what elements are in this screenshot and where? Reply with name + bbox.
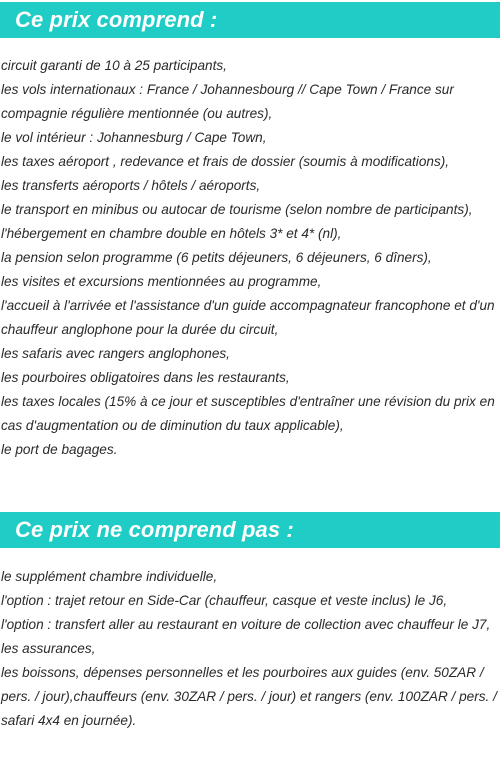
includes-section-title: Ce prix comprend : <box>0 2 500 38</box>
excludes-section-title: Ce prix ne comprend pas : <box>0 512 500 548</box>
list-item: le transport en minibus ou autocar de tourisme (selon nombre de participants), <box>1 202 473 217</box>
list-item: les assurances, <box>1 641 96 656</box>
list-item: les transferts aéroports / hôtels / aéroports, <box>1 178 261 193</box>
list-item: le vol intérieur : Johannesburg / Cape Town, <box>1 130 267 145</box>
list-item: le supplément chambre individuelle, <box>1 569 218 584</box>
list-item: les visites et excursions mentionnées au programme, <box>1 274 322 289</box>
list-item: les vols internationaux : France / Johannesbourg // Cape Town / France sur compagnie régulière mentionnée (ou autres), <box>1 82 454 121</box>
list-item: les pourboires obligatoires dans les restaurants, <box>1 370 290 385</box>
list-item: le port de bagages. <box>1 442 118 457</box>
excludes-list <box>0 565 500 733</box>
list-item: les boissons, dépenses personnelles et les pourboires aux guides (env. 50ZAR / pers. / jour),chauffeurs (env. 30ZAR / pers. / jour) et rangers (env. 100ZAR / pers. / safari 4x4 en journée). <box>1 665 497 728</box>
list-item: l'hébergement en chambre double en hôtels 3* et 4* (nl), <box>1 226 342 241</box>
list-item: l'accueil à l'arrivée et l'assistance d'un guide accompagnateur francophone et d'un chauffeur anglophone pour la durée du circuit, <box>1 298 495 337</box>
list-item: les taxes aéroport , redevance et frais de dossier (soumis à modifications), <box>1 154 450 169</box>
list-item: la pension selon programme (6 petits déjeuners, 6 déjeuners, 6 dîners), <box>1 250 432 265</box>
list-item: circuit garanti de 10 à 25 participants, <box>1 58 227 73</box>
list-item: les safaris avec rangers anglophones, <box>1 346 230 361</box>
includes-list <box>0 54 500 462</box>
list-item: l'option : trajet retour en Side-Car (chauffeur, casque et veste inclus) le J6, <box>1 593 448 608</box>
list-item: l'option : transfert aller au restaurant en voiture de collection avec chauffeur le J7, <box>1 617 491 632</box>
list-item: les taxes locales (15% à ce jour et susceptibles d'entraîner une révision du prix en cas d'augmentation ou de diminution du taux applicable), <box>1 394 495 433</box>
